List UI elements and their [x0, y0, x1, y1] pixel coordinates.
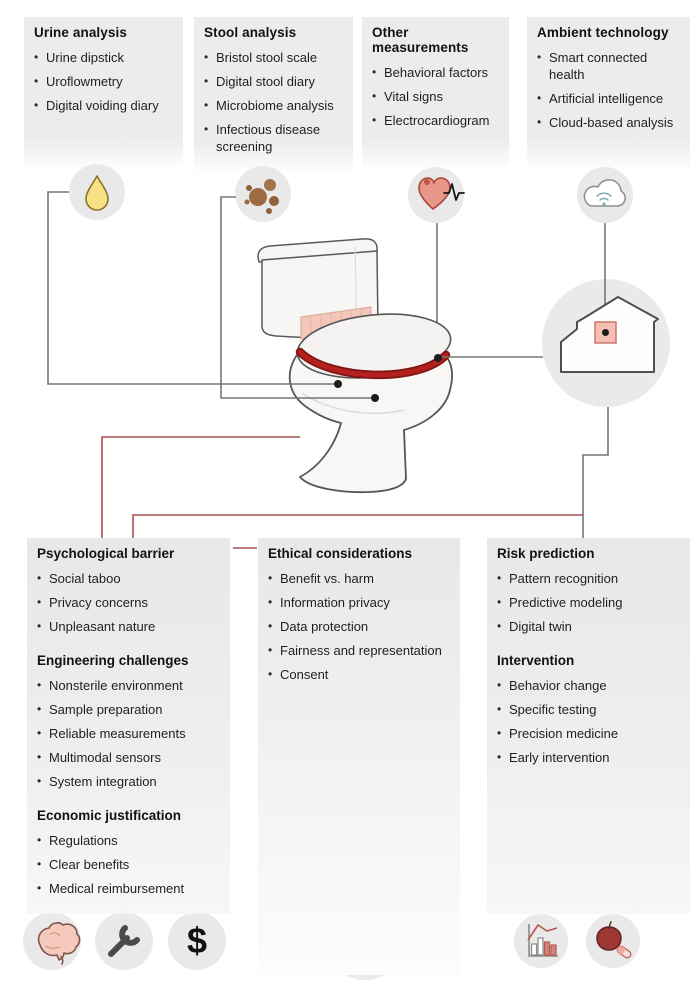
panel-title: Stool analysis	[204, 25, 297, 40]
dollar-icon: $	[186, 920, 208, 961]
panel-ambient-technology	[527, 17, 690, 170]
section-psychological-barrier	[37, 546, 224, 638]
section-intervention	[497, 653, 684, 769]
section-title: Risk prediction	[497, 546, 595, 561]
panel-stool-analysis	[194, 17, 353, 174]
section-economic-justification	[37, 808, 224, 900]
list-item: • Bristol stool scale	[204, 45, 347, 69]
panel-barriers-challenges	[27, 538, 230, 914]
panel-title: Urine analysis	[34, 25, 127, 40]
panel-urine-analysis	[24, 17, 183, 170]
panel-ethical-considerations	[258, 538, 460, 975]
section-engineering-challenges	[37, 653, 224, 793]
section-title: Engineering challenges	[37, 653, 189, 668]
toilet-illustration	[258, 239, 454, 492]
connector-toilet-to-psych	[102, 437, 300, 538]
list-item: • Reliable measurements	[37, 721, 224, 745]
section-title: Psychological barrier	[37, 546, 175, 561]
list-item: • Information privacy	[268, 590, 454, 614]
list-item: • Digital stool diary	[204, 69, 347, 93]
list-item: • Uroflowmetry	[34, 69, 177, 93]
list-item: • Multimodal sensors	[37, 745, 224, 769]
connector-psych-to-risk-line	[133, 515, 583, 538]
list-item: • Artificial intelligence	[537, 86, 684, 110]
section-title: Economic justification	[37, 808, 182, 823]
list-item: • Clear benefits	[37, 852, 224, 876]
list-item: • Behavioral factors	[372, 60, 503, 84]
section-title: Intervention	[497, 653, 575, 668]
list-item: • Sample preparation	[37, 697, 224, 721]
list-item: • Predictive modeling	[497, 590, 684, 614]
list-item: • Urine dipstick	[34, 45, 177, 69]
list-item: • Specific testing	[497, 697, 684, 721]
section-risk-prediction	[497, 546, 684, 638]
list-item: • Cloud-based analysis	[537, 110, 684, 134]
panel-title: Ambient technology	[537, 25, 669, 40]
list-item: • Infectious disease screening	[204, 117, 347, 158]
list-item: • Microbiome analysis	[204, 93, 347, 117]
connector-house-to-risk	[583, 407, 608, 538]
house-sensor-dot	[602, 329, 609, 336]
list-item: • Precision medicine	[497, 721, 684, 745]
list-item: • Smart connected health	[537, 45, 684, 86]
list-item: • Electrocardiogram	[372, 108, 503, 132]
list-item: • Digital voiding diary	[34, 93, 177, 117]
list-item: • Early intervention	[497, 745, 684, 769]
list-item: • Benefit vs. harm	[268, 566, 454, 590]
list-item: • Privacy concerns	[37, 590, 224, 614]
list-item: • Social taboo	[37, 566, 224, 590]
list-item: • Digital twin	[497, 614, 684, 638]
list-item: • Regulations	[37, 828, 224, 852]
list-item: • Unpleasant nature	[37, 614, 224, 638]
section-title: Ethical considerations	[268, 546, 413, 561]
list-item: • Vital signs	[372, 84, 503, 108]
list-item: • Behavior change	[497, 673, 684, 697]
panel-other-measurements	[362, 17, 509, 170]
panel-title: Other measurements	[372, 25, 469, 55]
list-item: • Medical reimbursement	[37, 876, 224, 900]
list-item: • Nonsterile environment	[37, 673, 224, 697]
list-item: • Data protection	[268, 614, 454, 638]
list-item: • Fairness and representation	[268, 638, 454, 662]
panel-prediction-intervention	[487, 538, 690, 914]
list-item: • Pattern recognition	[497, 566, 684, 590]
list-item: • Consent	[268, 662, 454, 686]
list-item: • System integration	[37, 769, 224, 793]
section-ethical-considerations	[268, 546, 454, 686]
